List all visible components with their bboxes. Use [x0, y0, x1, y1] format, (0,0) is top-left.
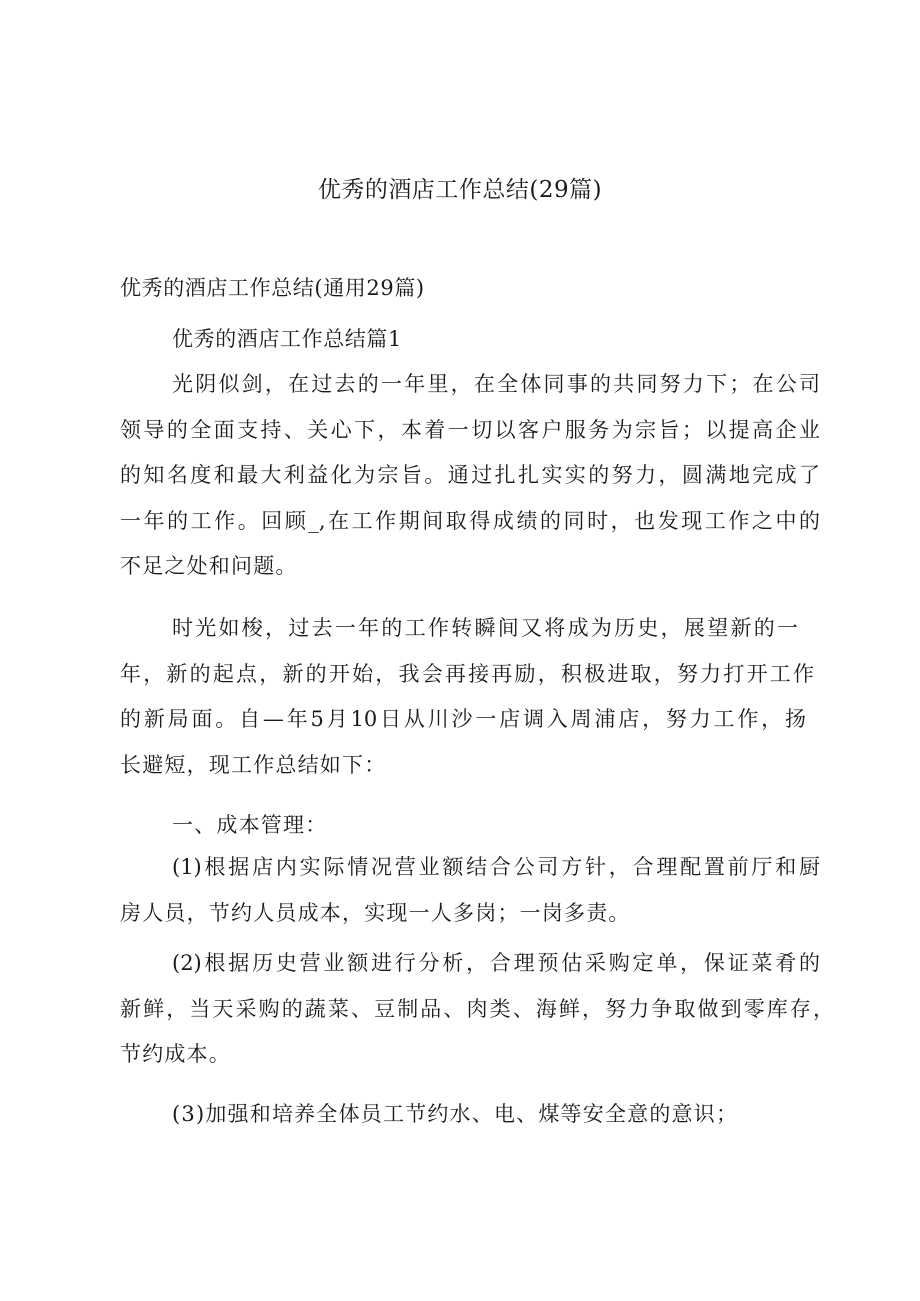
paragraph-line: 领导的全面支持、关心下，本着一切以客户服务为宗旨；以提高企业 — [120, 417, 820, 442]
paragraph-line: 一年的工作。回顾_,在工作期间取得成绩的同时，也发现工作之中的 — [120, 508, 820, 533]
paragraph-line: 的知名度和最大利益化为宗旨。通过扎扎实实的努力，圆满地完成了 — [120, 463, 820, 487]
paragraph-line: 光阴似剑，在过去的一年里，在全体同事的共同努力下；在公司 — [172, 372, 820, 396]
paragraph-line: 房人员，节约人员成本，实现一人多岗；一岗多责。 — [120, 900, 631, 925]
paragraph-line: 长避短，现工作总结如下： — [120, 752, 387, 777]
paragraph-line: (2)根据历史营业额进行分析，合理预估采购定单，保证菜肴的 — [172, 951, 820, 975]
paragraph-line: 节约成本。 — [120, 1042, 231, 1066]
paragraph-line: 年，新的起点，新的开始，我会再接再励，积极进取，努力打开工作 — [120, 661, 814, 686]
paragraph-line: 时光如梭，过去一年的工作转瞬间又将成为历史，展望新的一 — [172, 616, 798, 640]
section-heading-cost — [120, 803, 820, 849]
paragraph-2 — [120, 606, 820, 788]
document-subtitle: 优秀的酒店工作总结(通用29篇) — [120, 276, 425, 300]
paragraph-line: 的新局面。自—年5月10日从川沙一店调入周浦店，努力工作，扬 — [120, 707, 806, 731]
paragraph-line: 不足之处和问题。 — [120, 554, 298, 578]
paragraph-item-3: (3)加强和培养全体员工节约水、电、煤等安全意的意识； — [172, 1102, 739, 1126]
paragraph-1 — [120, 362, 820, 590]
paragraph-item-2 — [120, 941, 834, 1078]
paragraph-line: 一、成本管理： — [172, 813, 328, 837]
paragraph-line: 新鲜，当天采购的蔬菜、豆制品、肉类、海鲜，努力争取做到零库存， — [120, 996, 834, 1021]
paragraph-line: (1)根据店内实际情况营业额结合公司方针，合理配置前厅和厨 — [172, 855, 820, 879]
document-title: 优秀的酒店工作总结(29篇) — [317, 177, 603, 203]
paragraph-item-1 — [120, 845, 820, 936]
chapter-heading: 优秀的酒店工作总结篇1 — [172, 327, 402, 351]
